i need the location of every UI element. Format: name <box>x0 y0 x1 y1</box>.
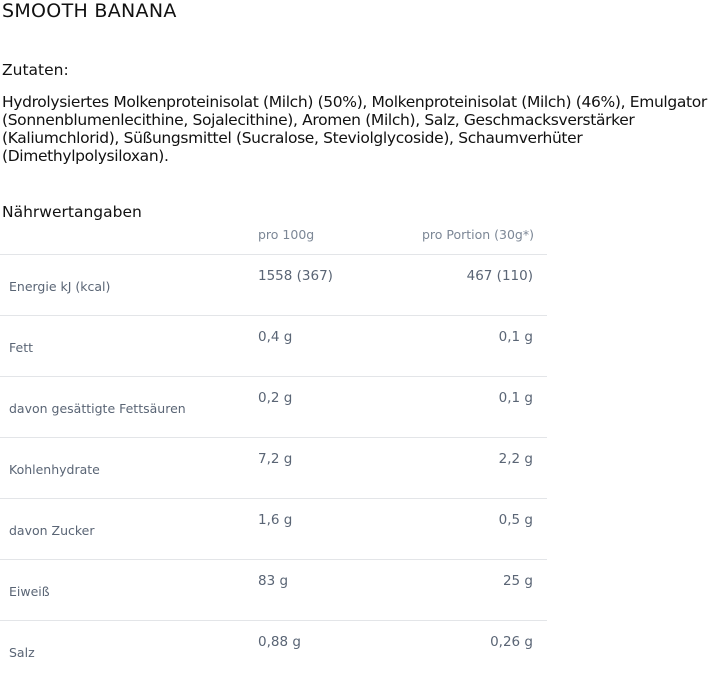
nutrition-heading: Nährwertangaben <box>2 203 142 221</box>
nutrient-value-per-portion: 0,1 g <box>498 390 533 406</box>
nutrient-name: Eiweiß <box>9 584 50 599</box>
nutrient-name: Salz <box>9 645 35 660</box>
nutrient-value-per-portion: 25 g <box>502 573 533 589</box>
nutrient-name: Fett <box>9 340 33 355</box>
table-row <box>0 377 547 438</box>
nutrient-value-per-100g: 1558 (367) <box>258 268 333 284</box>
nutrient-value-per-portion: 2,2 g <box>498 451 533 467</box>
nutrient-value-per-100g: 1,6 g <box>258 512 293 528</box>
nutrient-value-per-100g: 0,4 g <box>258 329 293 345</box>
table-row <box>0 255 547 316</box>
nutrient-value-per-portion: 467 (110) <box>466 268 533 284</box>
column-header-per-portion: pro Portion (30g*) <box>421 227 534 242</box>
ingredients-text: Hydrolysiertes Molkenproteinisolat (Milch) (50%), Molkenproteinisolat (Milch) (46%), Emulgator (Sonnenblumenlecithine, Sojalecithine), Aromen (Milch), Salz, Geschmacksverstärker (Kaliumchlorid), Süßungsmittel (Sucralose, Steviolglycoside), Schaumverhüter (Dimethylpolysiloxan). <box>2 93 707 165</box>
nutrient-value-per-portion: 0,26 g <box>490 634 533 650</box>
nutrient-value-per-100g: 0,2 g <box>258 390 293 406</box>
nutrient-name: davon Zucker <box>9 523 95 538</box>
product-title: SMOOTH BANANA <box>2 0 177 22</box>
nutrient-name: davon gesättigte Fettsäuren <box>9 401 186 416</box>
nutrient-value-per-100g: 7,2 g <box>258 451 293 467</box>
column-header-per-100g: pro 100g <box>258 227 315 242</box>
nutrient-value-per-100g: 0,88 g <box>258 634 301 650</box>
nutrient-value-per-100g: 83 g <box>258 573 289 589</box>
ingredients-heading: Zutaten: <box>2 61 69 79</box>
nutrient-value-per-portion: 0,5 g <box>498 512 533 528</box>
table-row <box>0 499 547 560</box>
nutrient-name: Energie kJ (kcal) <box>9 279 111 294</box>
nutrient-name: Kohlenhydrate <box>9 462 100 477</box>
nutrition-table-header <box>0 222 547 255</box>
table-row <box>0 316 547 377</box>
table-row <box>0 438 547 499</box>
nutrient-value-per-portion: 0,1 g <box>498 329 533 345</box>
table-row <box>0 560 547 621</box>
nutrition-table <box>0 222 547 681</box>
table-row <box>0 621 547 681</box>
